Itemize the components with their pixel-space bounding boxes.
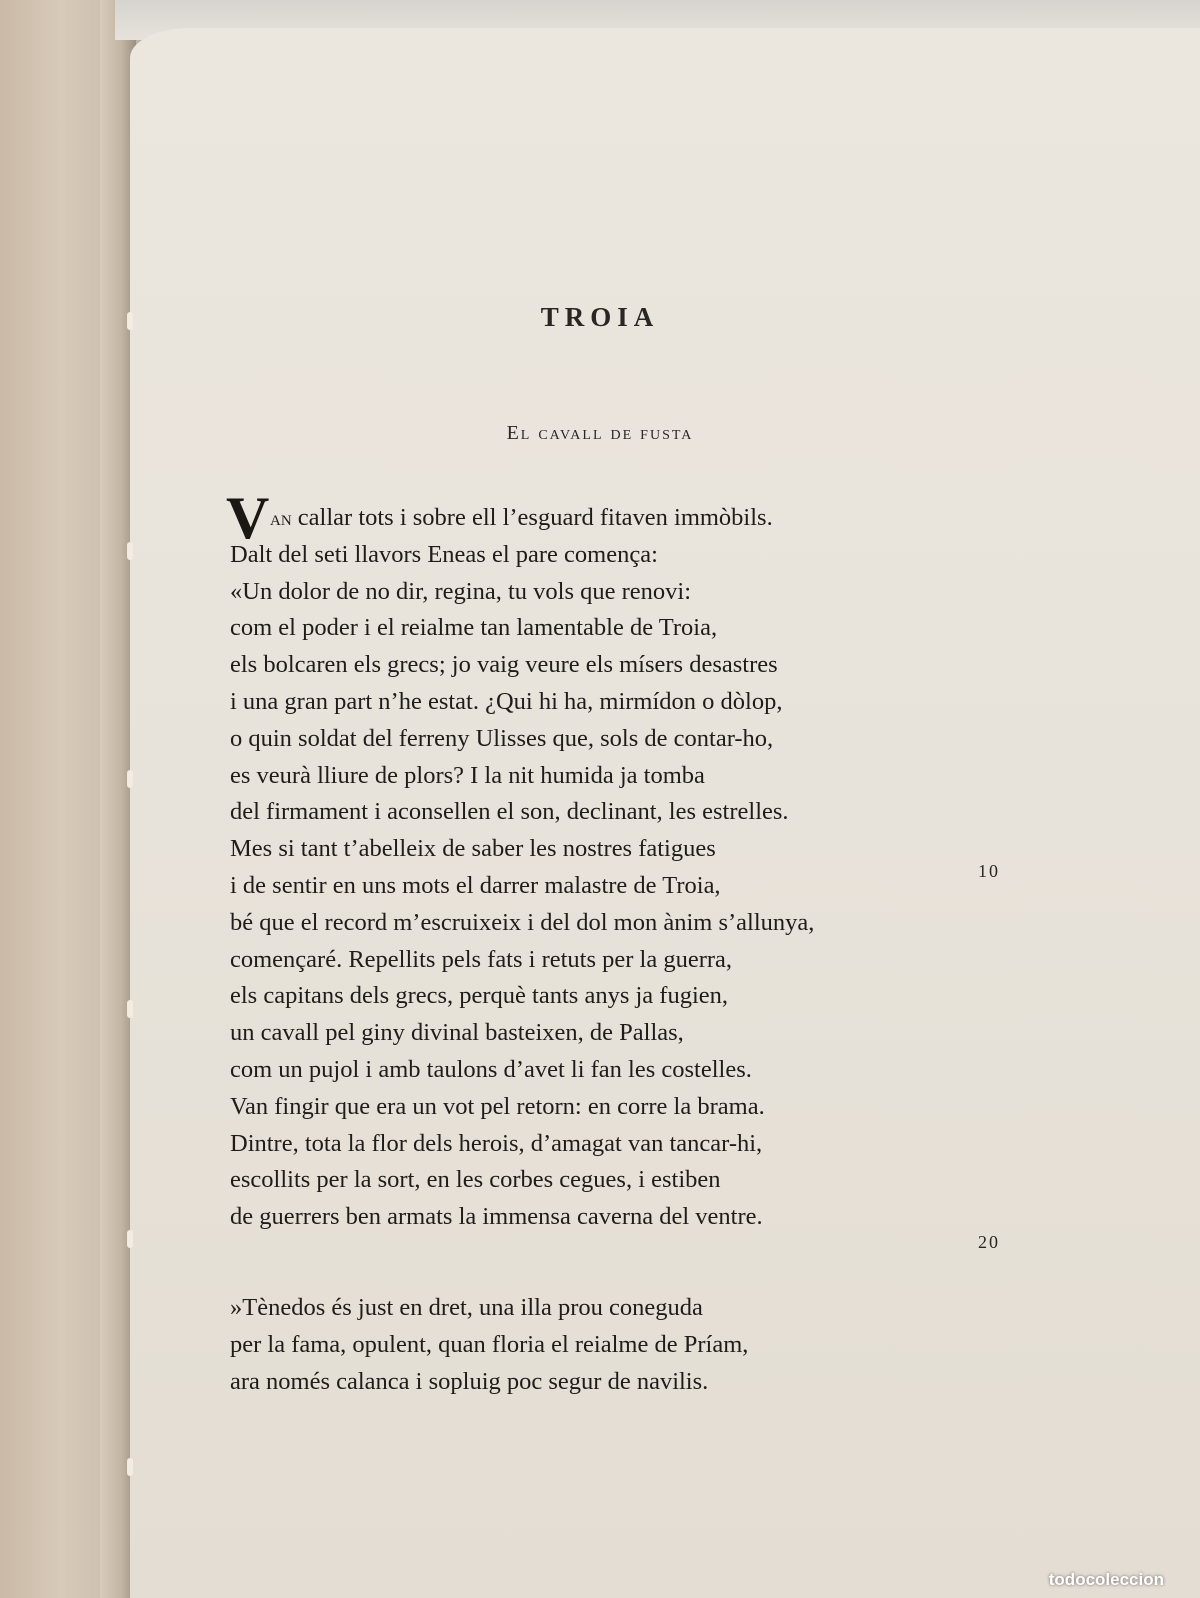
first-word-rest: an — [270, 505, 292, 530]
poem-line: »Tènedos és just en dret, una illa prou coneguda — [230, 1294, 703, 1321]
first-line — [230, 504, 773, 531]
poem-line: «Un dolor de no dir, regina, tu vols que renovi: — [230, 577, 692, 605]
poem-line: i de sentir en uns mots el darrer malastre de Troia, — [230, 871, 721, 899]
poem-line: es veurà lliure de plors? I la nit humida ja tomba — [230, 761, 705, 789]
poem-line: ara només calanca i sopluig poc segur de navilis. — [230, 1367, 709, 1395]
binding-stitch — [127, 770, 133, 788]
section-subtitle: El cavall de fusta — [506, 422, 694, 444]
poem-line: escollits per la sort, en les corbes cegues, i estiben — [230, 1166, 721, 1194]
chapter-title: TROIA — [540, 302, 660, 332]
binding-stitch — [127, 542, 133, 560]
poem-line: com un pujol i amb taulons d’avet li fan les costelles. — [230, 1055, 752, 1083]
poem-line: per la fama, opulent, quan floria el reialme de Príam, — [230, 1330, 749, 1358]
site-watermark: todocoleccion — [1048, 1570, 1164, 1589]
poem-line: Dalt del seti llavors Eneas el pare comença: — [230, 540, 658, 568]
first-line-text: callar tots i sobre ell l’esguard fitaven immòbils. — [291, 504, 773, 531]
poem-line: i una gran part n’he estat. ¿Qui hi ha, mirmídon o dòlop, — [230, 687, 783, 715]
poem-line: del firmament i aconsellen el son, declinant, les estrelles. — [230, 798, 789, 826]
poem-line: començaré. Repellits pels fats i retuts per la guerra, — [230, 945, 733, 973]
poem-line: Mes si tant t’abelleix de saber les nostres fatigues — [230, 835, 716, 863]
poem-stanza-2 — [230, 1290, 1020, 1400]
line-number-10: 10 — [978, 861, 1000, 881]
poem-line: o quin soldat del ferreny Ulisses que, sols de contar-ho, — [230, 724, 774, 752]
poem-line: de guerrers ben armats la immensa caverna del ventre. — [230, 1203, 763, 1231]
poem-line: els bolcaren els grecs; jo vaig veure els mísers desastres — [230, 651, 778, 679]
poem-line: bé que el record m’escruixeix i del dol mon ànim s’allunya, — [230, 908, 815, 936]
line-number-20: 20 — [978, 1232, 1000, 1252]
binding-stitch — [127, 1458, 133, 1476]
poem-line: un cavall pel giny divinal basteixen, de Pallas, — [230, 1019, 684, 1047]
poem-line: Van fingir que era un vot pel retorn: en corre la brama. — [230, 1092, 765, 1120]
drop-cap: V — [226, 485, 270, 551]
poem-line: els capitans dels grecs, perquè tants anys ja fugien, — [230, 982, 729, 1010]
poem-line: Dintre, tota la flor dels herois, d’amagat van tancar-hi, — [230, 1129, 763, 1157]
poem-line — [226, 485, 1020, 551]
binding-stitch — [127, 1000, 133, 1018]
poem-line: com el poder i el reialme tan lamentable de Troia, — [230, 614, 718, 642]
poem-stanza-1 — [226, 485, 1020, 1236]
binding-stitch — [127, 1230, 133, 1248]
